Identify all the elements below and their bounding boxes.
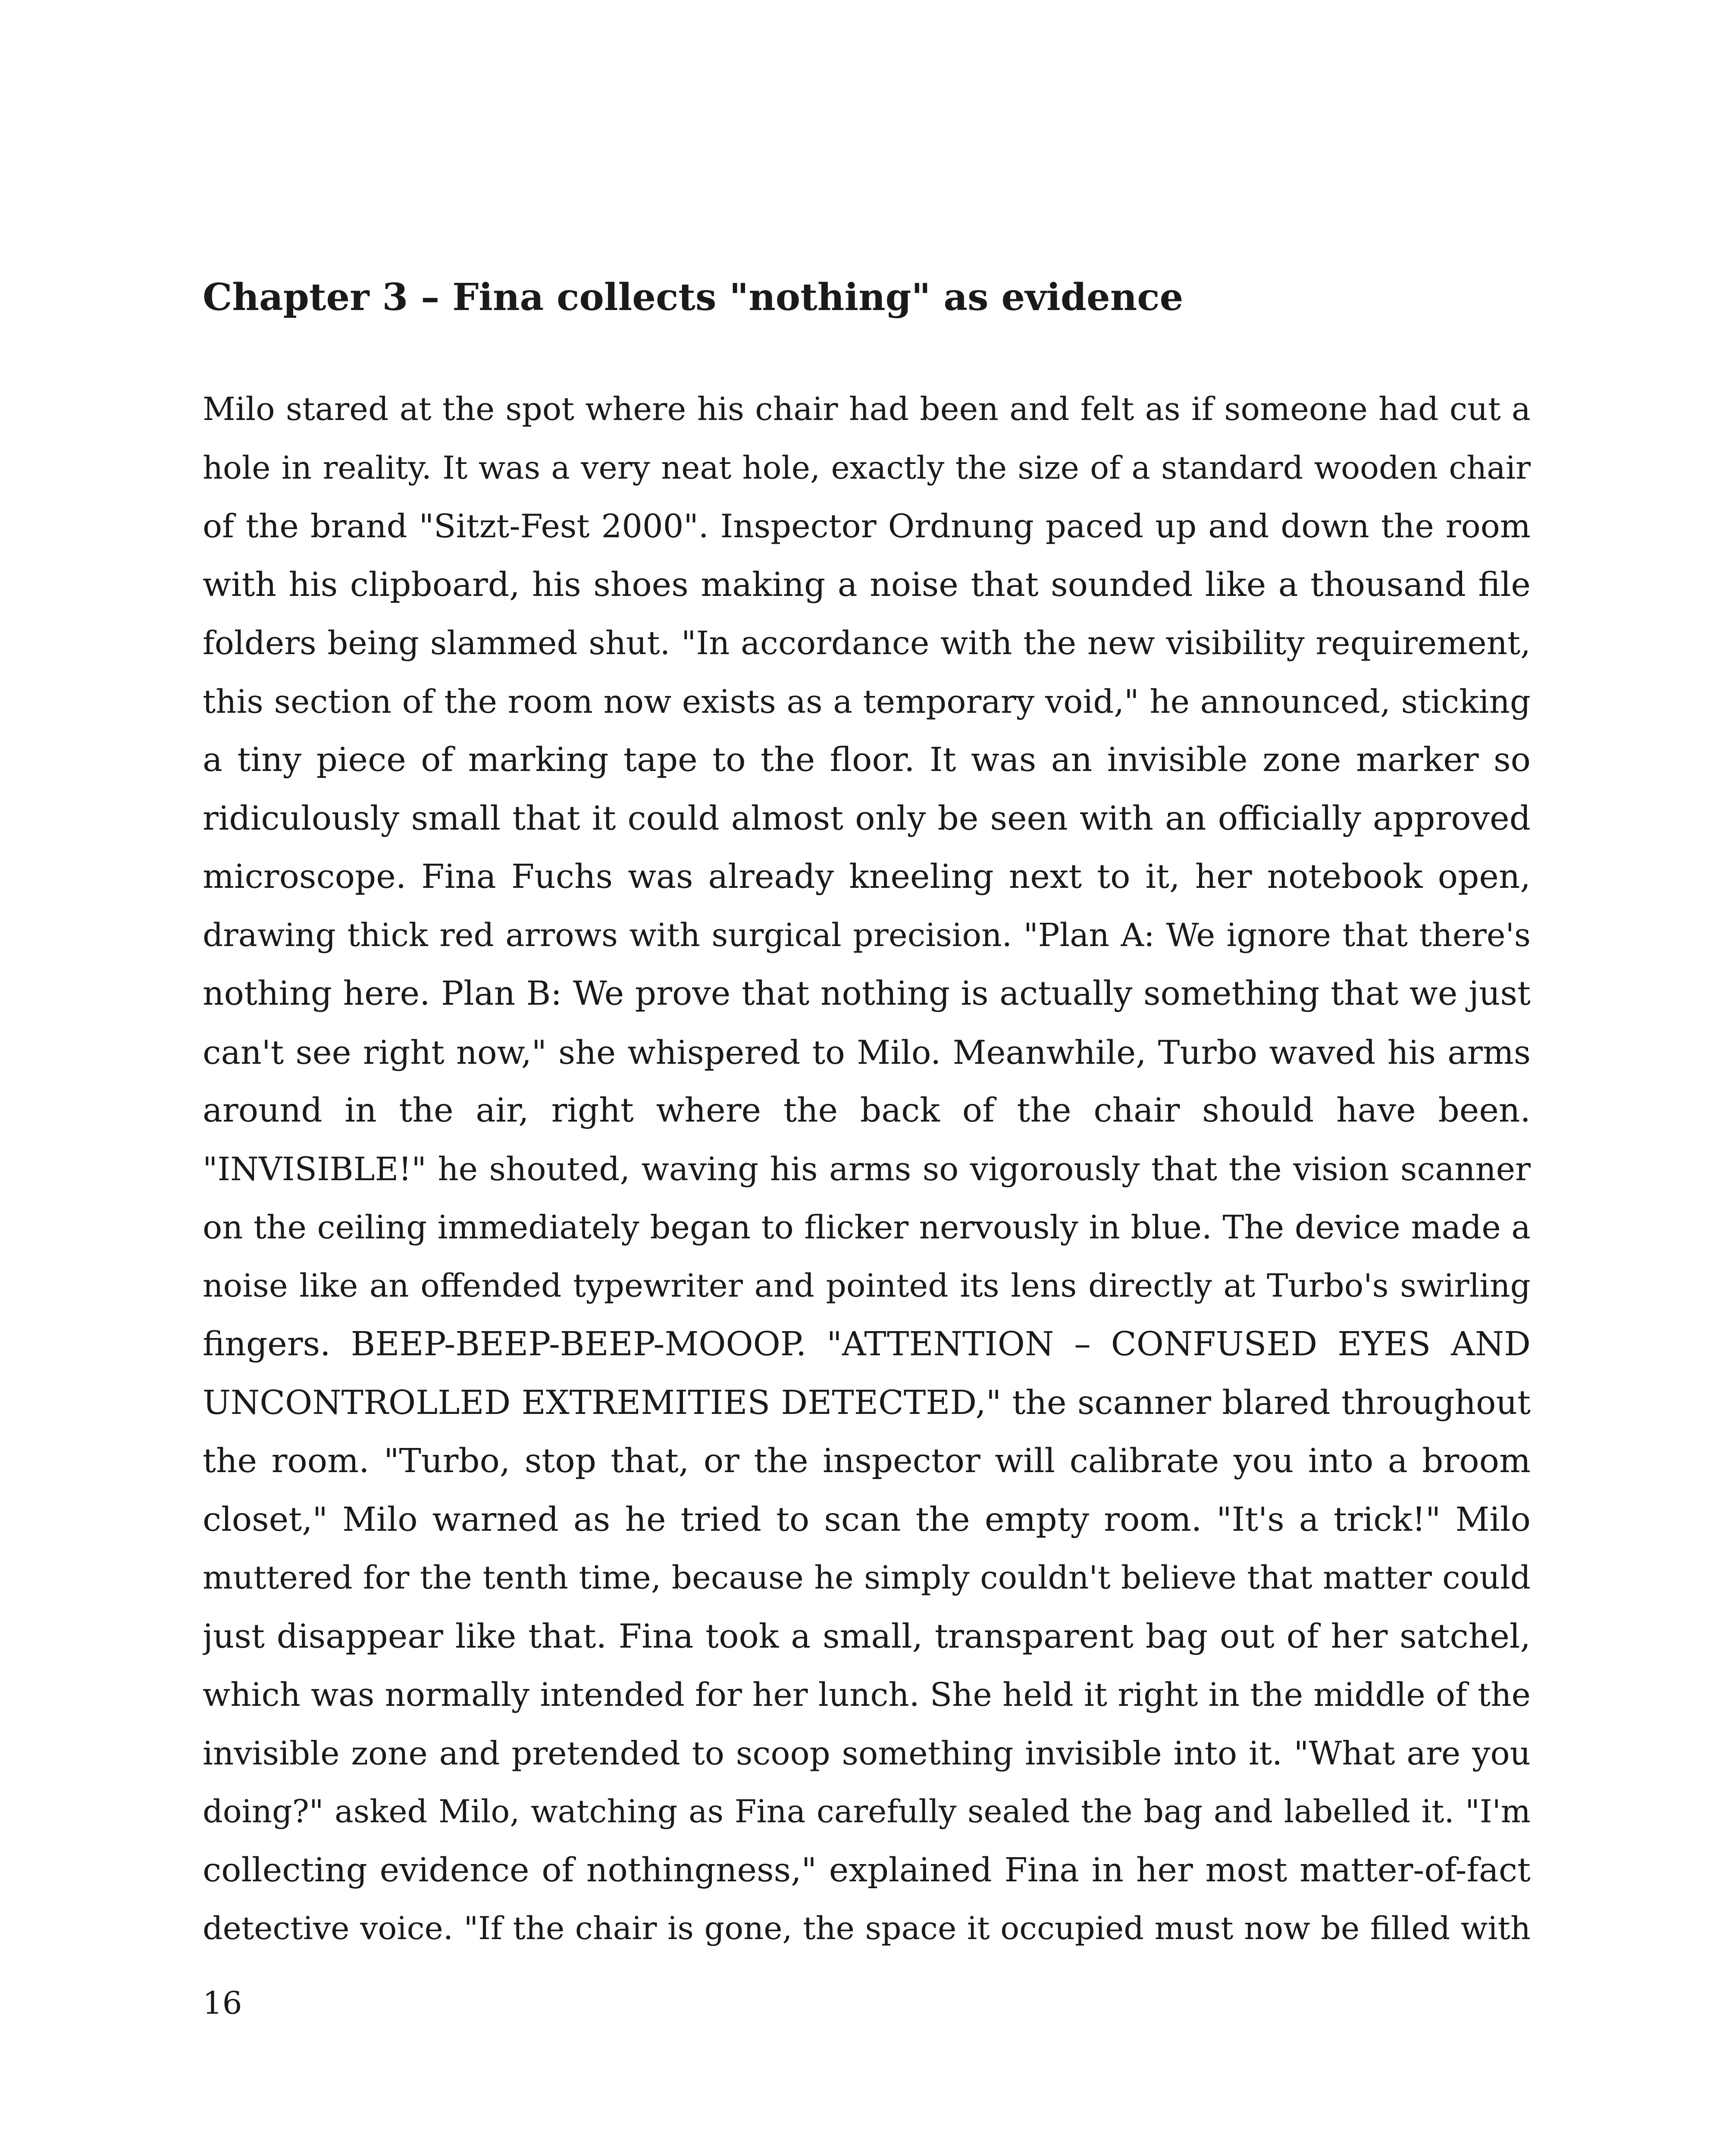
text-line: hole in reality. It was a very neat hole, exactly the size of a standard wooden chair [203, 449, 1531, 486]
text-line: microscope. Fina Fuchs was already kneeling next to it, her notebook open, [203, 858, 1531, 896]
text-line: which was normally intended for her lunch. She held it right in the middle of the [203, 1676, 1531, 1714]
text-line: nothing here. Plan B: We prove that nothing is actually something that we just [203, 975, 1531, 1013]
text-line: drawing thick red arrows with surgical precision. "Plan A: We ignore that there's [203, 916, 1531, 954]
text-line: just disappear like that. Fina took a small, transparent bag out of her satchel, [203, 1617, 1531, 1656]
text-line: Milo stared at the spot where his chair had been and felt as if someone had cut a [203, 391, 1531, 428]
text-line: on the ceiling immediately began to flicker nervously in blue. The device made a [203, 1208, 1531, 1246]
text-line: invisible zone and pretended to scoop something invisible into it. "What are you [203, 1734, 1531, 1772]
text-line: ridiculously small that it could almost only be seen with an officially approved [203, 799, 1531, 838]
text-line: the room. "Turbo, stop that, or the inspector will calibrate you into a broom [203, 1442, 1531, 1480]
text-line: with his clipboard, his shoes making a noise that sounded like a thousand file [203, 565, 1531, 604]
page-number: 16 [203, 1985, 242, 2021]
text-line: around in the air, right where the back of the chair should have been. [203, 1091, 1531, 1130]
text-line: can't see right now," she whispered to Milo. Meanwhile, Turbo waved his arms [203, 1033, 1531, 1072]
text-line: doing?" asked Milo, watching as Fina carefully sealed the bag and labelled it. "I'm [203, 1793, 1531, 1830]
text-line: folders being slammed shut. "In accordance with the new visibility requirement, [203, 624, 1531, 662]
body-text [203, 380, 1531, 1959]
text-line: of the brand "Sitzt-Fest 2000". Inspector Ordnung paced up and down the room [203, 507, 1531, 545]
text-line: noise like an offended typewriter and pointed its lens directly at Turbo's swirling [203, 1267, 1531, 1304]
text-line: "INVISIBLE!" he shouted, waving his arms so vigorously that the vision scanner [203, 1150, 1531, 1188]
text-line: detective voice. "If the chair is gone, the space it occupied must now be filled with [203, 1910, 1531, 1947]
text-line: UNCONTROLLED EXTREMITIES DETECTED," the scanner blared throughout [203, 1383, 1531, 1422]
text-line: a tiny piece of marking tape to the floor. It was an invisible zone marker so [203, 741, 1531, 779]
text-line: this section of the room now exists as a temporary void," he announced, sticking [203, 682, 1531, 721]
text-line: collecting evidence of nothingness," explained Fina in her most matter-of-fact [203, 1851, 1531, 1890]
text-line: fingers. BEEP-BEEP-BEEP-MOOOP. "ATTENTION – CONFUSED EYES AND [203, 1325, 1531, 1363]
text-line: muttered for the tenth time, because he simply couldn't believe that matter could [203, 1559, 1531, 1596]
text-line: closet," Milo warned as he tried to scan the empty room. "It's a trick!" Milo [203, 1500, 1531, 1539]
chapter-title: Chapter 3 – Fina collects "nothing" as evidence [203, 276, 1184, 319]
